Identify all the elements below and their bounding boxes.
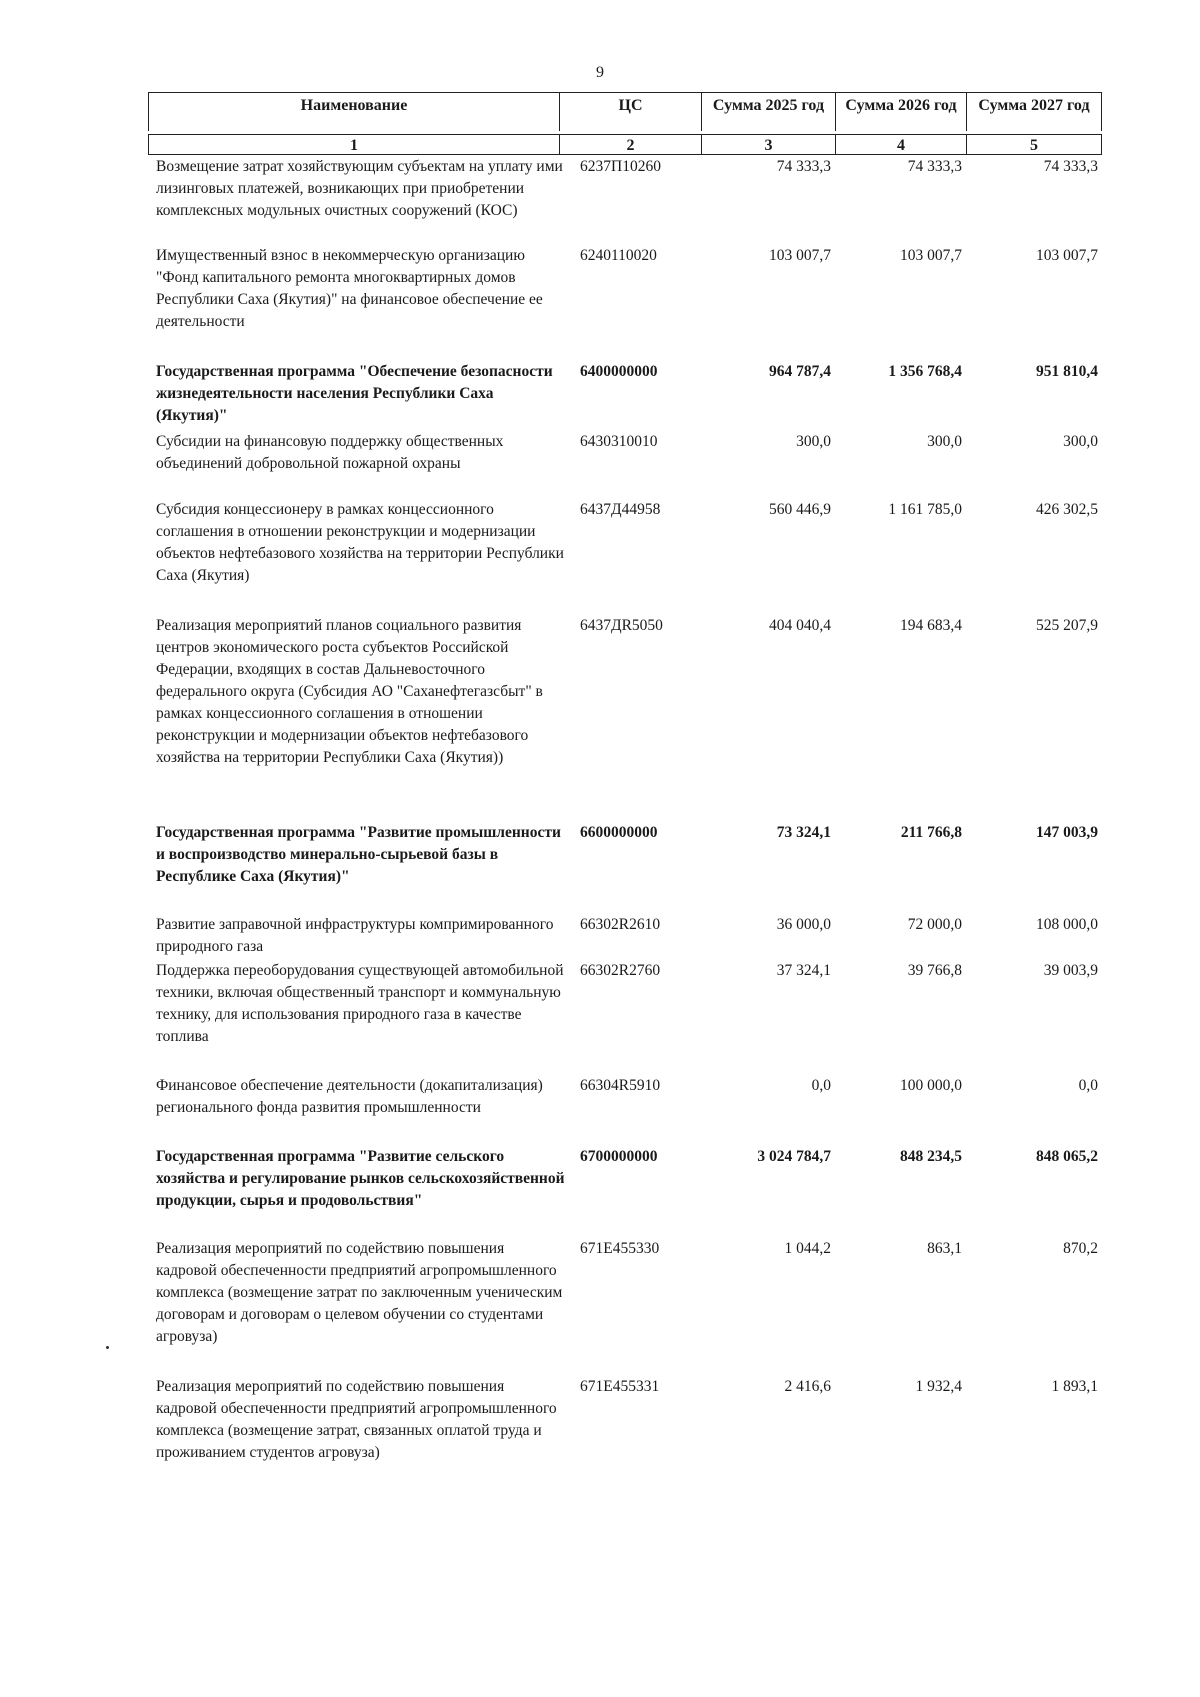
- row-code: 66302R2760: [580, 962, 661, 979]
- row-value-2025: 404 040,4: [769, 617, 831, 634]
- row-value-2026: 39 766,8: [907, 962, 962, 979]
- row-value-2027: 870,2: [1063, 1240, 1098, 1257]
- row-value-2026: 74 333,3: [907, 158, 962, 175]
- row-name: Государственная программа "Обеспечение безопасности жизнедеятельности населения Республики Саха (Якутия)": [156, 363, 553, 424]
- row-value-2025: 36 000,0: [776, 916, 831, 933]
- row-name: Поддержка переоборудования существующей автомобильной техники, включая общественный транспорт и коммунальную технику, для использования природного газа в качестве топлива: [156, 962, 564, 1045]
- row-value-2027: 300,0: [1063, 433, 1098, 450]
- row-code: 6437ДR5050: [580, 617, 663, 634]
- column-number: 1: [148, 135, 559, 154]
- row-value-2025: 74 333,3: [776, 158, 831, 175]
- column-number: 4: [835, 135, 966, 154]
- column-number: 2: [559, 135, 701, 154]
- row-value-2025: 3 024 784,7: [757, 1148, 831, 1165]
- column-number: 3: [701, 135, 835, 154]
- row-value-2027: 103 007,7: [1036, 247, 1098, 264]
- row-value-2026: 103 007,7: [900, 247, 962, 264]
- row-name: Реализация мероприятий по содействию повышения кадровой обеспеченности предприятий агропромышленного комплекса (возмещение затрат по заключенным ученическим договорам и договорам о целевом обучении со студентами агровуза): [156, 1240, 563, 1345]
- row-value-2027: 74 333,3: [1043, 158, 1098, 175]
- row-value-2027: 147 003,9: [1036, 824, 1098, 841]
- row-value-2027: 1 893,1: [1051, 1378, 1098, 1395]
- row-name: Государственная программа "Развитие промышленности и воспроизводство минерально-сырьевой базы в Республике Саха (Якутия)": [156, 824, 561, 885]
- row-value-2026: 300,0: [927, 433, 962, 450]
- row-code: 6237П10260: [580, 158, 661, 175]
- row-value-2026: 863,1: [927, 1240, 962, 1257]
- row-name: Возмещение затрат хозяйствующим субъектам на уплату ими лизинговых платежей, возникающих при приобретении комплексных модульных очистных сооружений (КОС): [156, 158, 563, 219]
- row-value-2027: 525 207,9: [1036, 617, 1098, 634]
- row-value-2027: 426 302,5: [1036, 501, 1098, 518]
- row-name: Реализация мероприятий планов социального развития центров экономического роста субъектов Российской Федерации, входящих в состав Дальневосточного федерального округа (Субсидия АО "Саханефтегазсбыт" в рамках концессионного соглашения в отношении реконструкции и модернизации объектов нефтебазового хозяйства на территории Республики Саха (Якутия)): [156, 617, 543, 766]
- row-code: 66304R5910: [580, 1077, 661, 1094]
- row-value-2027: 108 000,0: [1036, 916, 1098, 933]
- header-name: Наименование: [148, 93, 559, 131]
- header-2025: Сумма 2025 год: [701, 93, 835, 131]
- row-name: Имущественный взнос в некоммерческую организацию "Фонд капитального ремонта многоквартирных домов Республики Саха (Якутия)" на финансовое обеспечение ее деятельности: [156, 247, 543, 330]
- row-value-2026: 848 234,5: [900, 1148, 962, 1165]
- row-value-2026: 72 000,0: [907, 916, 962, 933]
- header-code: ЦС: [559, 93, 701, 131]
- row-code: 6437Д44958: [580, 501, 661, 518]
- row-code: 6400000000: [580, 363, 658, 380]
- row-value-2026: 1 161 785,0: [888, 501, 962, 518]
- row-name: Государственная программа "Развитие сельского хозяйства и регулирование рынков сельскохозяйственной продукции, сырья и продовольствия": [156, 1148, 565, 1209]
- table-column-numbers: [148, 134, 1102, 155]
- row-value-2027: 0,0: [1078, 1077, 1098, 1094]
- row-value-2025: 300,0: [796, 433, 831, 450]
- row-code: 66302R2610: [580, 916, 661, 933]
- row-code: 6700000000: [580, 1148, 658, 1165]
- row-value-2025: 560 446,9: [769, 501, 831, 518]
- row-code: 6430310010: [580, 433, 658, 450]
- row-value-2026: 211 766,8: [900, 824, 962, 841]
- row-value-2025: 964 787,4: [769, 363, 831, 380]
- row-name: Финансовое обеспечение деятельности (докапитализация) регионального фонда развития промышленности: [156, 1077, 543, 1116]
- row-value-2025: 0,0: [811, 1077, 831, 1094]
- row-value-2025: 37 324,1: [776, 962, 831, 979]
- header-2026: Сумма 2026 год: [835, 93, 966, 131]
- row-value-2025: 1 044,2: [784, 1240, 831, 1257]
- row-value-2025: 73 324,1: [776, 824, 831, 841]
- page-number: 9: [596, 64, 604, 81]
- row-code: 6600000000: [580, 824, 658, 841]
- table-header: [148, 92, 1102, 131]
- row-value-2025: 2 416,6: [784, 1378, 831, 1395]
- row-value-2027: 951 810,4: [1036, 363, 1098, 380]
- row-value-2027: 848 065,2: [1036, 1148, 1098, 1165]
- row-value-2026: 1 932,4: [915, 1378, 962, 1395]
- row-value-2026: 194 683,4: [900, 617, 962, 634]
- row-name: Субсидия концессионеру в рамках концессионного соглашения в отношении реконструкции и модернизации объектов нефтебазового хозяйства на территории Республики Саха (Якутия): [156, 501, 564, 584]
- row-name: Субсидии на финансовую поддержку общественных объединений добровольной пожарной охраны: [156, 433, 504, 472]
- row-value-2026: 1 356 768,4: [888, 363, 962, 380]
- row-code: 6240110020: [580, 247, 657, 264]
- row-name: Реализация мероприятий по содействию повышения кадровой обеспеченности предприятий агропромышленного комплекса (возмещение затрат, связанных оплатой труда и проживанием студентов агровуза): [156, 1378, 557, 1461]
- row-value-2026: 100 000,0: [900, 1077, 962, 1094]
- row-name: Развитие заправочной инфраструктуры компримированного природного газа: [156, 916, 554, 955]
- row-value-2025: 103 007,7: [769, 247, 831, 264]
- header-2027: Сумма 2027 год: [966, 93, 1102, 131]
- row-value-2027: 39 003,9: [1043, 962, 1098, 979]
- row-code: 671Е455330: [580, 1240, 660, 1257]
- row-code: 671Е455331: [580, 1378, 660, 1395]
- scan-speck: [106, 1346, 109, 1349]
- column-number: 5: [966, 135, 1102, 154]
